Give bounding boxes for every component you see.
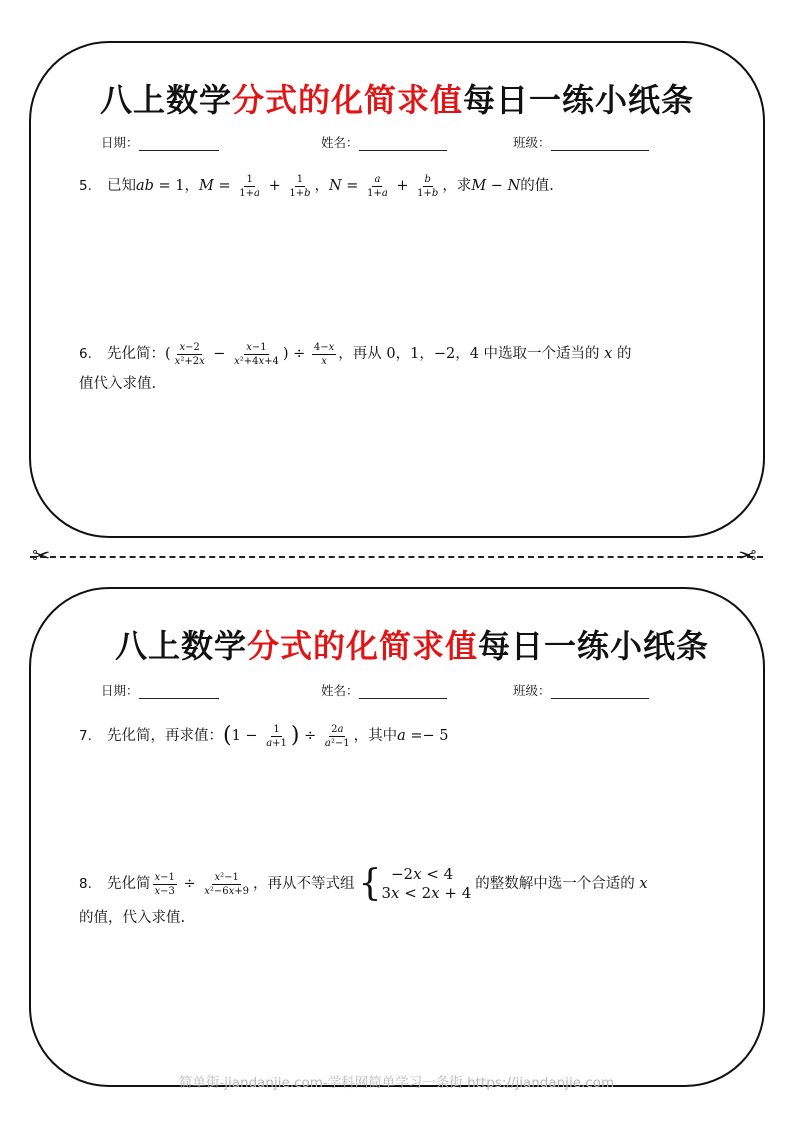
title-suffix: 每日一练小纸条 bbox=[478, 627, 710, 665]
title-prefix: 八上数学 bbox=[99, 81, 232, 119]
inequality-system: { −2x < 4 3x < 2x + 4 bbox=[358, 863, 472, 904]
worksheet-card-top bbox=[29, 41, 765, 538]
cut-line bbox=[30, 556, 763, 558]
card-title bbox=[31, 75, 763, 121]
question-8: 8. 先化简 $\frac{x-1}{x-3}$ ÷ $\frac{\text{x²−1}}{\text{x²−6x+9}}$ ，再从不等式组 { −2x < 4 3x < 2x + 4 的整数解中选一个合适的 x 的值，代入求值. bbox=[79, 863, 648, 926]
worksheet-card-bottom bbox=[29, 587, 765, 1087]
class-field[interactable]: 班级： bbox=[513, 681, 649, 699]
name-field[interactable]: 姓名： bbox=[321, 133, 447, 151]
card-title bbox=[61, 621, 763, 667]
title-suffix: 每日一练小纸条 bbox=[463, 81, 695, 119]
class-field[interactable]: 班级： bbox=[513, 133, 649, 151]
title-prefix: 八上数学 bbox=[114, 627, 247, 665]
title-topic: 分式的化简求值 bbox=[231, 81, 463, 119]
date-field[interactable]: 日期： bbox=[101, 681, 219, 699]
scissors-icon: ✂ bbox=[738, 544, 757, 569]
question-6: 6. 先化简：( $\frac{x-2}{\text{x²+2x}}$ − $\frac{x-1}{\text{x²+4x+4}}$ ) ÷ $\frac{4-x}{x}$ ，再从 0，1，−2，4 中选取一个适当的 x 的 值代入求值. bbox=[79, 341, 632, 392]
title-topic: 分式的化简求值 bbox=[246, 627, 478, 665]
question-7: 7. 先化简，再求值：(1 − $\frac{1}{a+1}$ ) ÷ $\frac{2a}{\text{a²−1}}$ ，其中a =− 5 bbox=[79, 723, 449, 749]
scissors-icon: ✂ bbox=[32, 544, 51, 569]
question-5: 5. 已知ab = 1，M = $\frac{1}{1+a}$ + $\frac{1}{1+b}$ ，N = $\frac{a}{1+a}$ + $\frac{b}{1+b}$ ，求M − N的值. bbox=[79, 173, 554, 199]
footer-watermark: 简单街-jiandanjie.com-学科网简单学习一条街 https://jiandanjie.com bbox=[178, 1075, 615, 1091]
date-field[interactable]: 日期： bbox=[101, 133, 219, 151]
name-field[interactable]: 姓名： bbox=[321, 681, 447, 699]
